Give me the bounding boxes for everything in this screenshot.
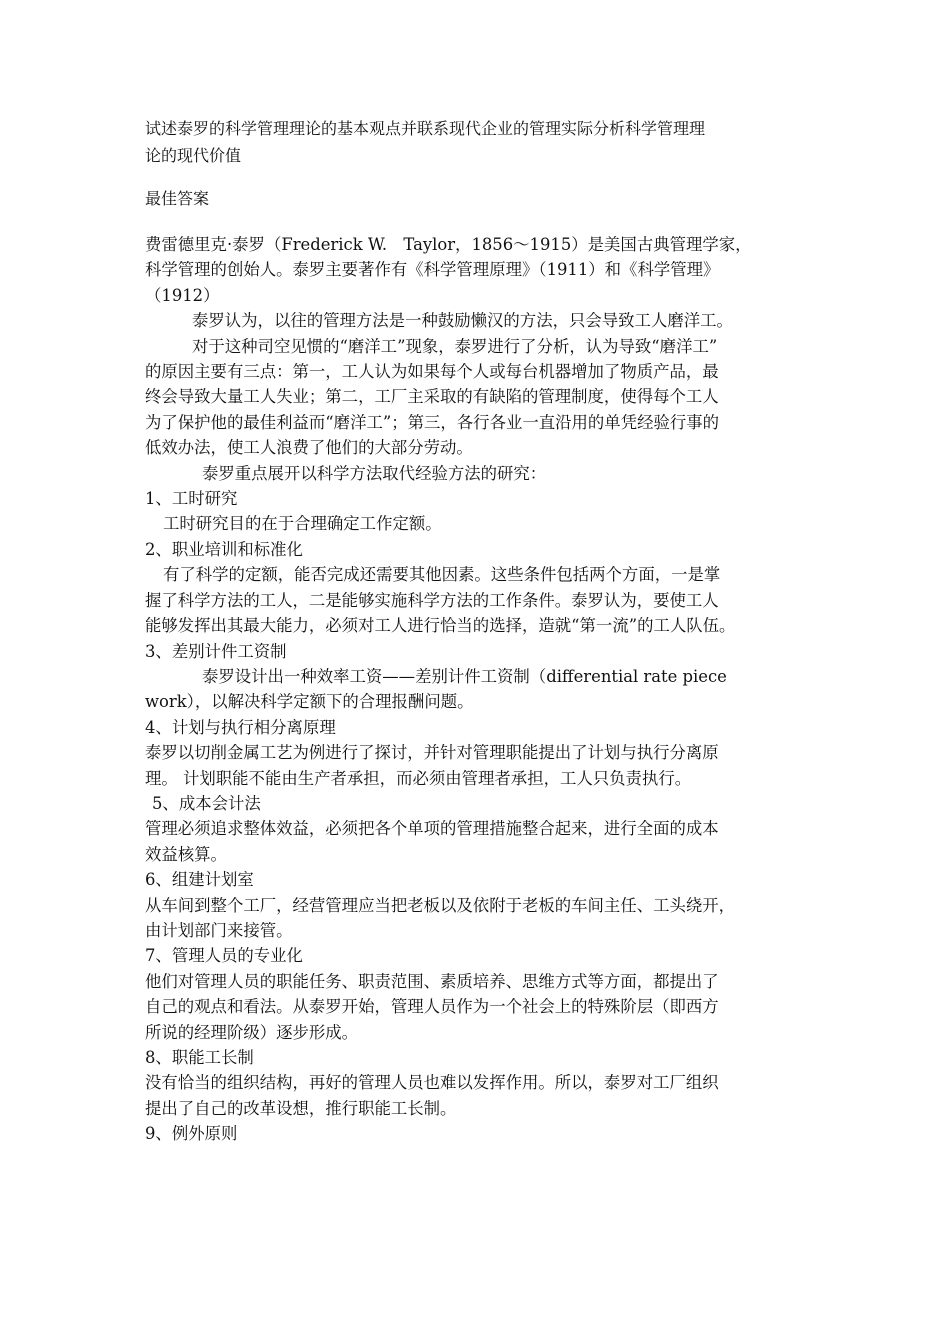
section-heading: 5、成本会计法 (152, 793, 261, 813)
text-line: 泰罗重点展开以科学方法取代经验方法的研究： (202, 463, 547, 483)
text-line: 低效办法，使工人浪费了他们的大部分劳动。 (145, 438, 473, 458)
section-heading: 7、管理人员的专业化 (145, 946, 303, 966)
text-line: 有了科学的定额，能否完成还需要其他因素。这些条件包括两个方面，一是掌 (163, 565, 721, 585)
text-line: 他们对管理人员的职能任务、职责范围、素质培养、思维方式等方面，都提出了 (145, 971, 719, 991)
section-heading: 3、差别计件工资制 (145, 641, 287, 661)
text-line: 管理必须追求整体效益，必须把各个单项的管理措施整合起来，进行全面的成本 (145, 819, 719, 839)
question-title (145, 115, 825, 169)
text-line: （1912） (145, 285, 220, 305)
text-line: 提出了自己的改革设想，推行职能工长制。 (145, 1098, 457, 1118)
text-line: 泰罗设计出一种效率工资——差别计件工资制（differential rate piece (202, 666, 727, 686)
section-heading: 2、职业培训和标准化 (145, 539, 303, 559)
title-line: 试述泰罗的科学管理理论的基本观点并联系现代企业的管理实际分析科学管理理 (145, 119, 706, 138)
text-line: 握了科学方法的工人，二是能够实施科学方法的工作条件。泰罗认为，要使工人 (145, 590, 719, 610)
text-line: 工时研究目的在于合理确定工作定额。 (163, 514, 442, 534)
text-line: 所说的经理阶级）逐步形成。 (145, 1022, 359, 1042)
text-line: 终会导致大量工人失业；第二，工厂主采取的有缺陷的管理制度，使得每个工人 (145, 387, 719, 407)
section-heading: 4、计划与执行相分离原理 (145, 717, 336, 737)
text-line: 对于这种司空见惯的“磨洋工”现象，泰罗进行了分析，认为导致“磨洋工” (192, 336, 718, 356)
title-line: 论的现代价值 (145, 146, 242, 165)
text-line: 费雷德里克·泰罗（Frederick W. Taylor，1856～1915）是美国古典管理学家， (145, 235, 752, 254)
section-heading: 6、组建计划室 (145, 870, 254, 890)
text-line: 的原因主要有三点：第一，工人认为如果每个人或每台机器增加了物质产品，最 (145, 362, 719, 382)
section-heading: 8、职能工长制 (145, 1048, 254, 1067)
text-line: 泰罗以切削金属工艺为例进行了探讨，并针对管理职能提出了计划与执行分离原 (145, 743, 719, 763)
text-line: 理。 计划职能不能由生产者承担，而必须由管理者承担，工人只负责执行。 (145, 768, 692, 788)
section-heading: 1、工时研究 (145, 489, 238, 509)
text-line: 能够发挥出其最大能力，必须对工人进行恰当的选择，造就“第一流”的工人队伍。 (145, 616, 736, 636)
answer-body (145, 232, 810, 1147)
text-line: work），以解决科学定额下的合理报酬问题。 (145, 692, 474, 712)
text-line: 没有恰当的组织结构，再好的管理人员也难以发挥作用。所以，泰罗对工厂组织 (145, 1073, 719, 1093)
text-line: 从车间到整个工厂，经营管理应当把老板以及依附于老板的车间主任、工头绕开， (145, 895, 736, 915)
text-line: 科学管理的创始人。泰罗主要著作有《科学管理原理》（1911）和《科学管理》 (145, 260, 720, 280)
text-line: 由计划部门来接管。 (145, 920, 293, 940)
section-heading: 9、例外原则 (145, 1124, 238, 1144)
text-line: 自己的观点和看法。从泰罗开始，管理人员作为一个社会上的特殊阶层（即西方 (145, 997, 719, 1017)
text-line: 为了保护他的最佳利益而“磨洋工”；第三，各行各业一直沿用的单凭经验行事的 (145, 412, 720, 432)
text-line: 效益核算。 (145, 844, 227, 864)
text-line: 泰罗认为，以往的管理方法是一种鼓励懒汉的方法，只会导致工人磨洋工。 (192, 311, 733, 331)
best-answer-heading: 最佳答案 (145, 189, 210, 208)
